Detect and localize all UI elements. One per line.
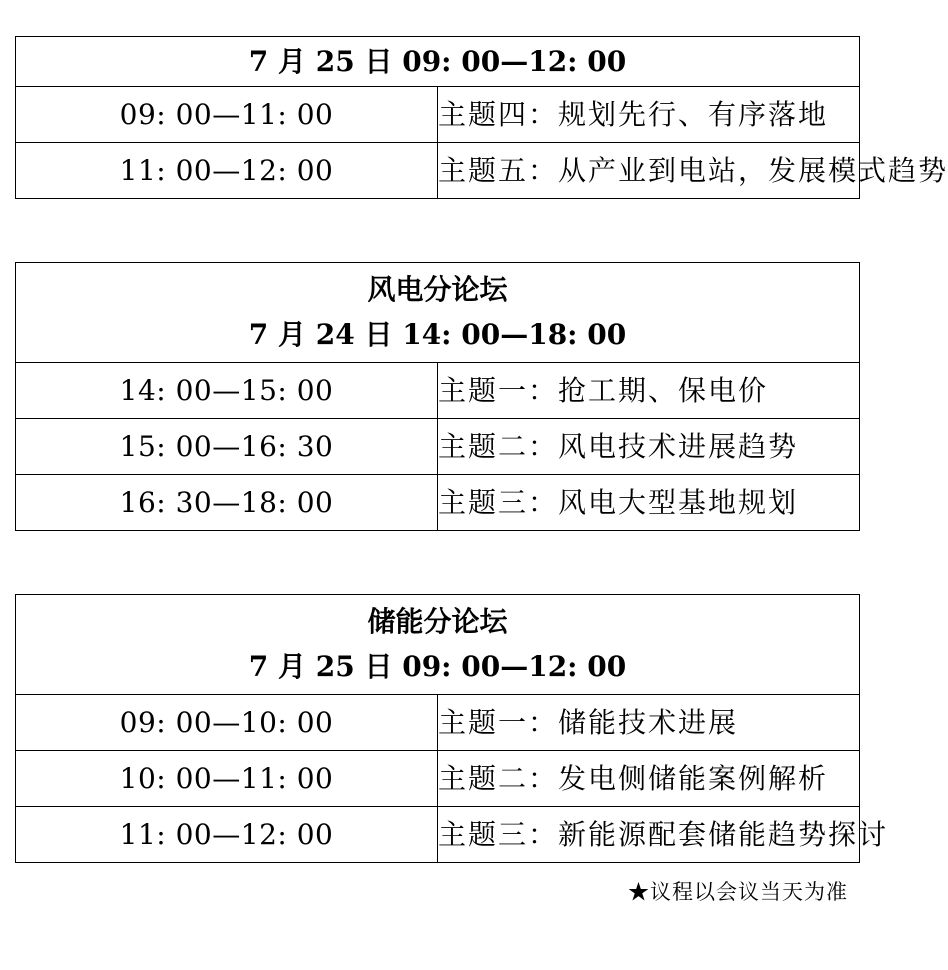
time-slot: 16: 30—18: 00: [16, 475, 438, 531]
topic: 主题五：从产业到电站，发展模式趋势: [438, 143, 860, 199]
time-slot: 09: 00—10: 00: [16, 695, 438, 751]
topic: 主题三：风电大型基地规划: [438, 475, 860, 531]
forum-header: [16, 595, 860, 695]
time-slot: 14: 00—15: 00: [16, 363, 438, 419]
session-date-time-text: 7 月 25 日 09: 00—12: 00: [248, 650, 627, 683]
table-row: [16, 751, 860, 807]
time-slot: 11: 00—12: 00: [16, 143, 438, 199]
topic: 主题三：新能源配套储能趋势探讨: [438, 807, 860, 863]
session-date-time-text: 7 月 24 日 14: 00—18: 00: [248, 318, 627, 351]
table-row: [16, 695, 860, 751]
time-slot: 10: 00—11: 00: [16, 751, 438, 807]
forum-header: [16, 263, 860, 363]
table-row: [16, 87, 860, 143]
time-slot: 11: 00—12: 00: [16, 807, 438, 863]
session-date-time-text: 7 月 25 日 09: 00—12: 00: [248, 44, 627, 78]
agenda-table-storage-forum: [15, 594, 889, 863]
table-row: [16, 807, 860, 863]
topic: 主题二：发电侧储能案例解析: [438, 751, 860, 807]
table-row: [16, 143, 860, 199]
table-row: [16, 363, 860, 419]
forum-title: 风电分论坛: [367, 273, 508, 306]
topic: 主题四：规划先行、有序落地: [438, 87, 860, 143]
session-date-time: [16, 37, 860, 87]
topic: 主题二：风电技术进展趋势: [438, 419, 860, 475]
forum-title: 储能分论坛: [367, 605, 508, 638]
agenda-disclaimer-note: ★议程以会议当天为准: [628, 880, 848, 904]
agenda-table-wind-forum: [15, 262, 860, 531]
topic: 主题一：储能技术进展: [438, 695, 860, 751]
time-slot: 15: 00—16: 30: [16, 419, 438, 475]
table-row: [16, 475, 860, 531]
time-slot: 09: 00—11: 00: [16, 87, 438, 143]
table-row: [16, 419, 860, 475]
topic: 主题一：抢工期、保电价: [438, 363, 860, 419]
agenda-table-session-1: [15, 36, 948, 199]
